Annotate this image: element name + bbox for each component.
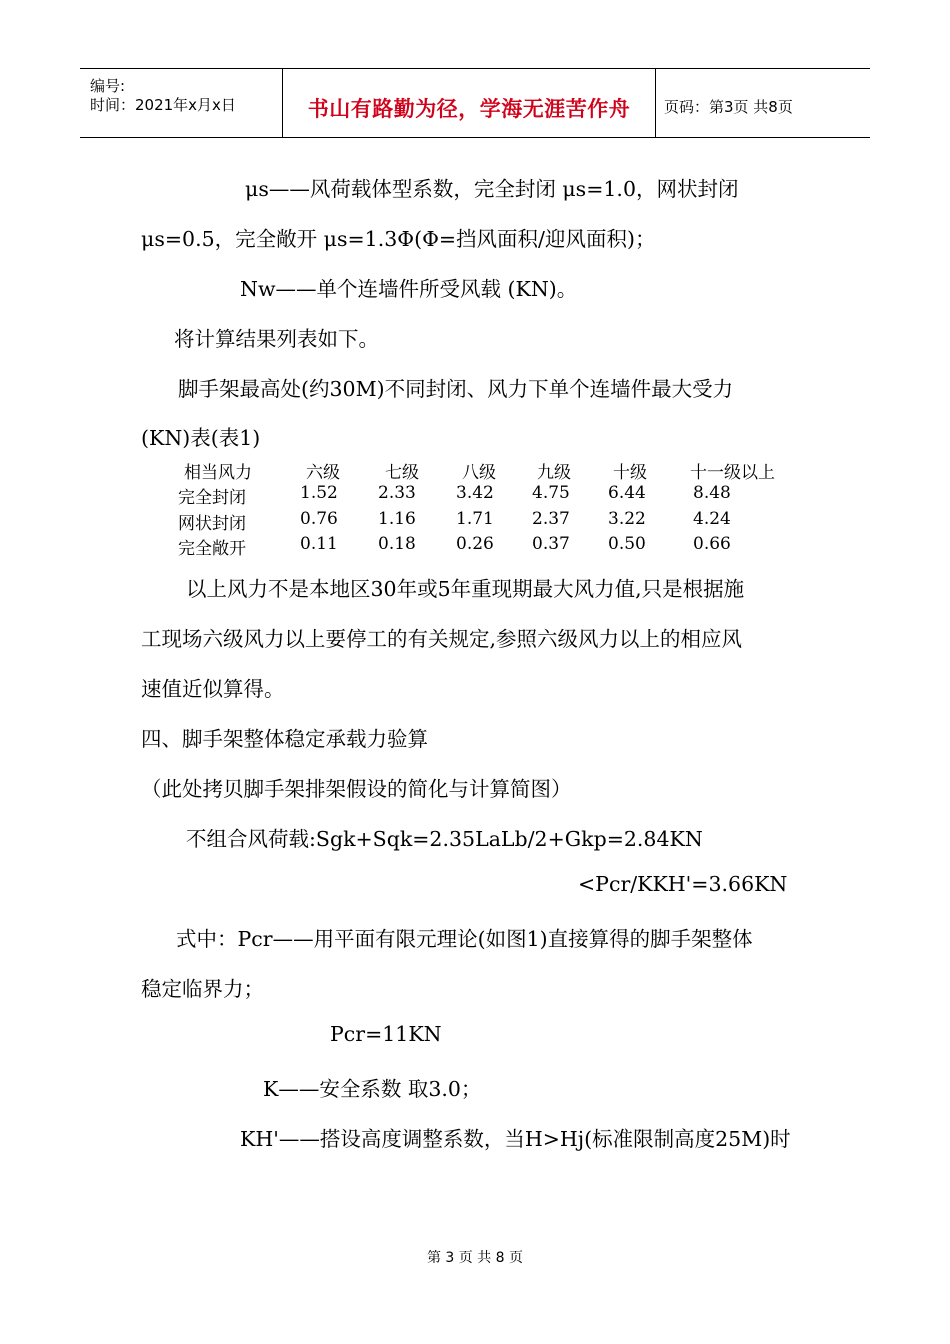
paragraph-table-caption-1: 脚手架最高处(约30M)不同封闭、风力下单个连墙件最大受力 bbox=[178, 377, 734, 401]
paragraph-note-3: 速值近似算得。 bbox=[141, 677, 285, 701]
table-cell: 完全封闭 bbox=[178, 488, 246, 509]
paragraph-pcr-definition-2: 稳定临界力； bbox=[141, 977, 264, 1001]
table-cell: 1.71 bbox=[456, 508, 494, 529]
table-cell: 2.37 bbox=[532, 508, 570, 529]
table-cell: 8.48 bbox=[693, 483, 731, 504]
paragraph-nw-definition: Nw——单个连墙件所受风载 (KN)。 bbox=[240, 277, 578, 301]
table-header-cell: 八级 bbox=[462, 463, 496, 483]
formula-load: 不组合风荷载:Sgk+Sqk=2.35LaLb/2+Gkp=2.84KN bbox=[186, 827, 703, 851]
paragraph-table-intro: 将计算结果列表如下。 bbox=[174, 327, 379, 351]
paragraph-mu-s-values: μs=0.5，完全敞开 μs=1.3Φ(Φ=挡风面积/迎风面积)； bbox=[141, 227, 656, 251]
header-center-cell bbox=[282, 69, 656, 137]
formula-pcr-value: Pcr=11KN bbox=[330, 1022, 442, 1046]
page-number-label: 页码：第3页 共8页 bbox=[664, 98, 793, 116]
date-label: 时间：2021年x月x日 bbox=[90, 96, 236, 114]
table-cell: 0.11 bbox=[300, 533, 338, 554]
table-cell: 1.16 bbox=[378, 508, 416, 529]
paragraph-figure-note: （此处拷贝脚手架排架假设的简化与计算简图） bbox=[141, 777, 572, 801]
table-cell: 3.42 bbox=[456, 483, 494, 504]
table-cell: 2.33 bbox=[378, 483, 416, 504]
table-cell: 3.22 bbox=[608, 508, 646, 529]
page-header bbox=[80, 68, 870, 138]
paragraph-pcr-definition-1: 式中：Pcr——用平面有限元理论(如图1)直接算得的脚手架整体 bbox=[176, 927, 753, 951]
table-cell: 4.75 bbox=[532, 483, 570, 504]
table-cell: 0.66 bbox=[693, 533, 731, 554]
table-header-cell: 十级 bbox=[613, 463, 647, 483]
table-cell: 0.26 bbox=[456, 533, 494, 554]
table-cell: 4.24 bbox=[693, 508, 731, 529]
paragraph-table-caption-2: (KN)表(表1) bbox=[141, 426, 261, 450]
paragraph-mu-s-definition: μs——风荷载体型系数，完全封闭 μs=1.0，网状封闭 bbox=[245, 177, 739, 201]
table-cell: 6.44 bbox=[608, 483, 646, 504]
paragraph-note-2: 工现场六级风力以上要停工的有关规定,参照六级风力以上的相应风 bbox=[141, 627, 743, 651]
table-header-cell: 九级 bbox=[537, 463, 571, 483]
section-heading: 四、脚手架整体稳定承载力验算 bbox=[141, 727, 428, 751]
header-left-cell bbox=[80, 69, 282, 137]
table-cell: 0.37 bbox=[532, 533, 570, 554]
document-number-label: 编号: bbox=[90, 77, 126, 95]
table-cell: 完全敞开 bbox=[178, 538, 246, 559]
page-footer: 第 3 页 共 8 页 bbox=[426, 1250, 524, 1266]
table-cell: 网状封闭 bbox=[178, 513, 246, 534]
table-header-cell: 六级 bbox=[306, 463, 340, 483]
paragraph-k-definition: K——安全系数 取3.0； bbox=[263, 1077, 482, 1101]
motto-text: 书山有路勤为径，学海无涯苦作舟 bbox=[307, 97, 631, 121]
table-header-cell: 十一级以上 bbox=[690, 463, 775, 483]
table-header-cell: 相当风力 bbox=[184, 463, 252, 483]
table-cell: 0.76 bbox=[300, 508, 338, 529]
table-cell: 0.50 bbox=[608, 533, 646, 554]
table-cell: 0.18 bbox=[378, 533, 416, 554]
table-header-cell: 七级 bbox=[385, 463, 419, 483]
table-cell: 1.52 bbox=[300, 483, 338, 504]
header-right-cell bbox=[655, 69, 870, 137]
paragraph-note-1: 以上风力不是本地区30年或5年重现期最大风力值,只是根据施 bbox=[186, 577, 745, 601]
formula-limit: <Pcr/KKH'=3.66KN bbox=[578, 872, 788, 896]
paragraph-kh-definition: KH'——搭设高度调整系数，当H>Hj(标准限制高度25M)时 bbox=[240, 1127, 791, 1151]
